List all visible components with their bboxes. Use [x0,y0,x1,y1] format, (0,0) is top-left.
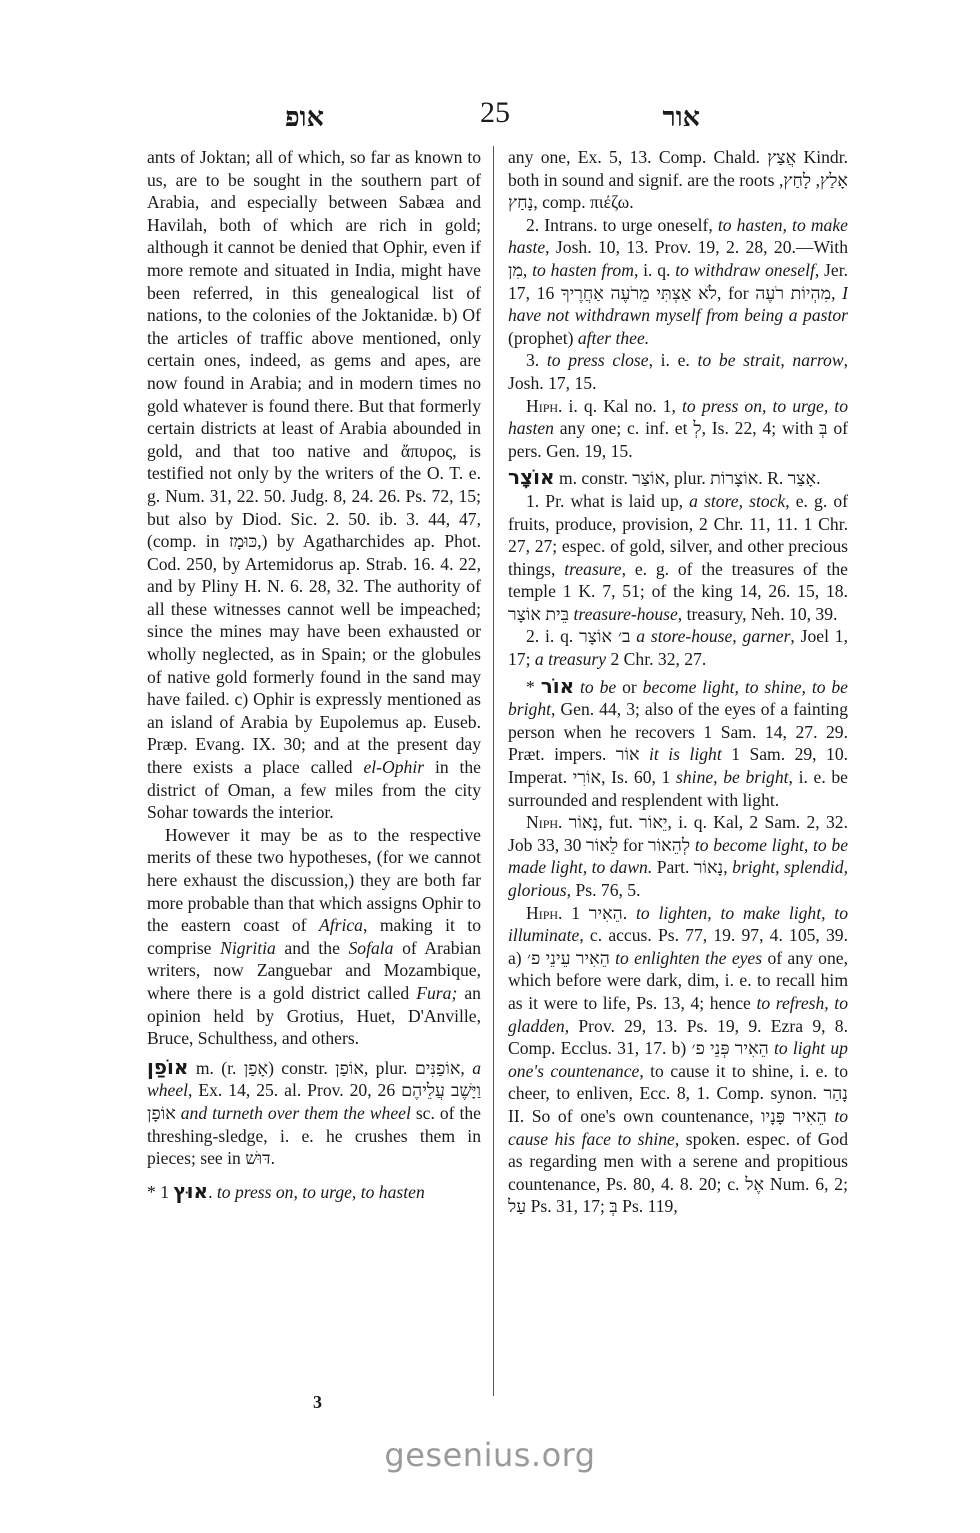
column-divider [493,146,494,1396]
uts-hiphil: Hiph. i. q. Kal no. 1, to press on, to urge, to hasten any one; c. inf. et לְ, Is. 22, 4; with בְּ of pers. Gen. 19, 15. [508,395,848,461]
entry-headword: אוּץ [173,1178,209,1203]
or-niphal: Niph. נָאוֹר, fut. יֵאוֹר, i. q. Kal, 2 Sam. 2, 32. Job 33, 30 לֵאוֹר for לְהֵאוֹר to become light, to be made light, to dawn. Part. נָאוֹר, bright, splendid, glorious, Ps. 76, 5. [508,812,848,900]
entry-ophan: אוֹפַן m. (r. אָפַן) constr. אוֹפַן, plur. אוֹפַנִּים, a wheel, Ex. 14, 25. al. Prov. 20, 26 וַיָּשֶׁב עֲלֵיהֶם אוֹפָן and turneth over them the wheel sc. of the threshing-sledge, i. e. he crushes them in pieces; see in דּוּשׁ. [147,1054,481,1169]
otsar-sense-2: 2. i. q. ב׳ אוֹצָר a store-house, garner, Joel 1, 17; a treasury 2 Chr. 32, 27. [508,626,848,670]
page-number: 25 [480,96,510,129]
uts-continuation: any one, Ex. 5, 13. Comp. Chald. אֲצַץ Kindr. both in sound and signif. are the roots אָלַץ, לָחַץ, נָחַץ, comp. πιέζω. [508,147,848,213]
entry-headword: אוֹפַן [147,1054,189,1079]
entry-otsar: אוֹצָר m. constr. אוֹצַר, plur. אוֹצָרוֹת. R. אָצַר. [508,465,821,490]
header-right-word: אור [662,102,700,132]
header-left-word: אופ [285,102,324,132]
entry-headword: אוֹר [540,673,575,698]
or-hiphil: Hiph. הֵאִיר 1. to lighten, to make light, to illuminate, c. accus. Ps. 77, 19. 97, 4. 105, 39. a) הֵאִיר עֵינֵי פ׳ to enlighten the eyes of any one, which before were dark, dim, i. e. to recall him as it were to life, Ps. 13, 4; hence to refresh, to gladden, Prov. 29, 13. Ps. 19, 9. Ezra 9, 8. Comp. Ecclus. 31, 17. b) הֵאִיר פְּנֵי פ׳ to light up one's countenance, to cause it to shine, i. e. to cheer, to enliven, Ecc. 8, 1. Comp. synon. נָהַר II. So of one's own countenance, הֵאִיר פָּנָיו to cause his face to shine, spoken. espec. of God as regarding men with a serene and propitious countenance, Ps. 80, 4. 8. 20; c. אֶל Num. 6, 2; עַל Ps. 31, 17; בְּ Ps. 119, [508,902,848,1217]
right-column [508,146,848,1396]
page-header [145,96,850,140]
left-column [147,146,481,1396]
ophir-continuation: ants of Joktan; all of which, so far as known to us, are to be sought in the southern part of Arabia, and especially between Sabæa and Havilah, both of which are rich in gold; although it cannot be denied that Ophir, even if more remote and situated in India, might have been referred, in this genealogical list of nations, to the colonies of the Joktanidæ. b) Of the articles of traffic above mentioned, only certain ones, indeed, as gems and apes, are now found in Arabia; and in modern times no gold whatever is found there. But that formerly certain districts at least of Arabia abounded in gold, and that too native and ἄπυρος, is testified not only by the writers of the O. T. e. g. Num. 31, 22. 50. Judg. 8, 24. 26. Ps. 72, 15; but also by Diod. Sic. 2. 50. ib. 3. 44, 47, (comp. in כּוּמָז,) by Agatharchides ap. Phot. Cod. 250, by Artemidorus ap. Strab. 16. 4. 22, and by Pliny H. N. 6. 28, 32. The authority of all these witnesses cannot well be impeached; since the mines may have been exhausted or wholly neglected, as in Spain; or the globules of native gold formerly found in the sand may have failed. c) Ophir is expressly mentioned as an island of Arabia by Eupolemus ap. Euseb. Præp. Evang. IX. 30; and at the present day there exists a place called el-Ophir in the district of Oman, a few miles from the city Sohar towards the interior. [147,147,481,823]
signature-mark: 3 [313,1392,322,1412]
entry-uts: * אוּץ 1. to press on, to urge, to hasten [147,1178,425,1203]
uts-sense-3: 3. to press close, i. e. to be strait, narrow, Josh. 17, 15. [508,350,848,393]
otsar-sense-1: 1. Pr. what is laid up, a store, stock, e. g. of fruits, produce, provision, 2 Chr. 11, 11. 1 Chr. 27, 27; espec. of gold, silver, and other precious things, treasure, e. g. of the treasures of the temple 1 K. 7, 51; of the king 14, 26. 15, 18. בֵּית אוֹצָר treasure-house, treasury, Neh. 10, 39. [508,490,848,624]
entry-or: * אוֹר to be or become light, to shine, to be bright, Gen. 44, 3; also of the eyes of a fainting person when he recovers 1 Sam. 14, 27. 29. Præt. impers. אוֹר it is light 1 Sam. 29, 10. Imperat. אוֹרִי, Is. 60, 1 shine, be bright, i. e. be surrounded and resplendent with light. [508,673,848,810]
site-watermark: gesenius.org [384,1436,596,1474]
entry-headword: אוֹצָר [508,465,555,490]
uts-sense-2: 2. Intrans. to urge oneself, to hasten, to make haste, Josh. 10, 13. Prov. 19, 2. 28, 20.—With מִן, to hasten from, i. q. to withdraw oneself, Jer. 17, 16 לֹא אַצְתִּי מֵרֹעֶה אַחֲרֶיךָ, for מִהְיוֹת רֹעֶה, I have not withdrawn myself from being a pastor (prophet) after thee. [508,214,848,348]
hypotheses-paragraph: However it may be as to the respective merits of these two hypotheses, (for we cannot here exhaust the discussion,) they are both far more probable than that which assigns Ophir to the eastern coast of Africa, making it to comprise Nigritia and the Sofala of Arabian writers, now Zanguebar and Mozambique, where there is a gold district called Fura; an opinion held by Grotius, Huet, D'Anville, Bruce, Schulthess, and others. [147,824,481,1049]
